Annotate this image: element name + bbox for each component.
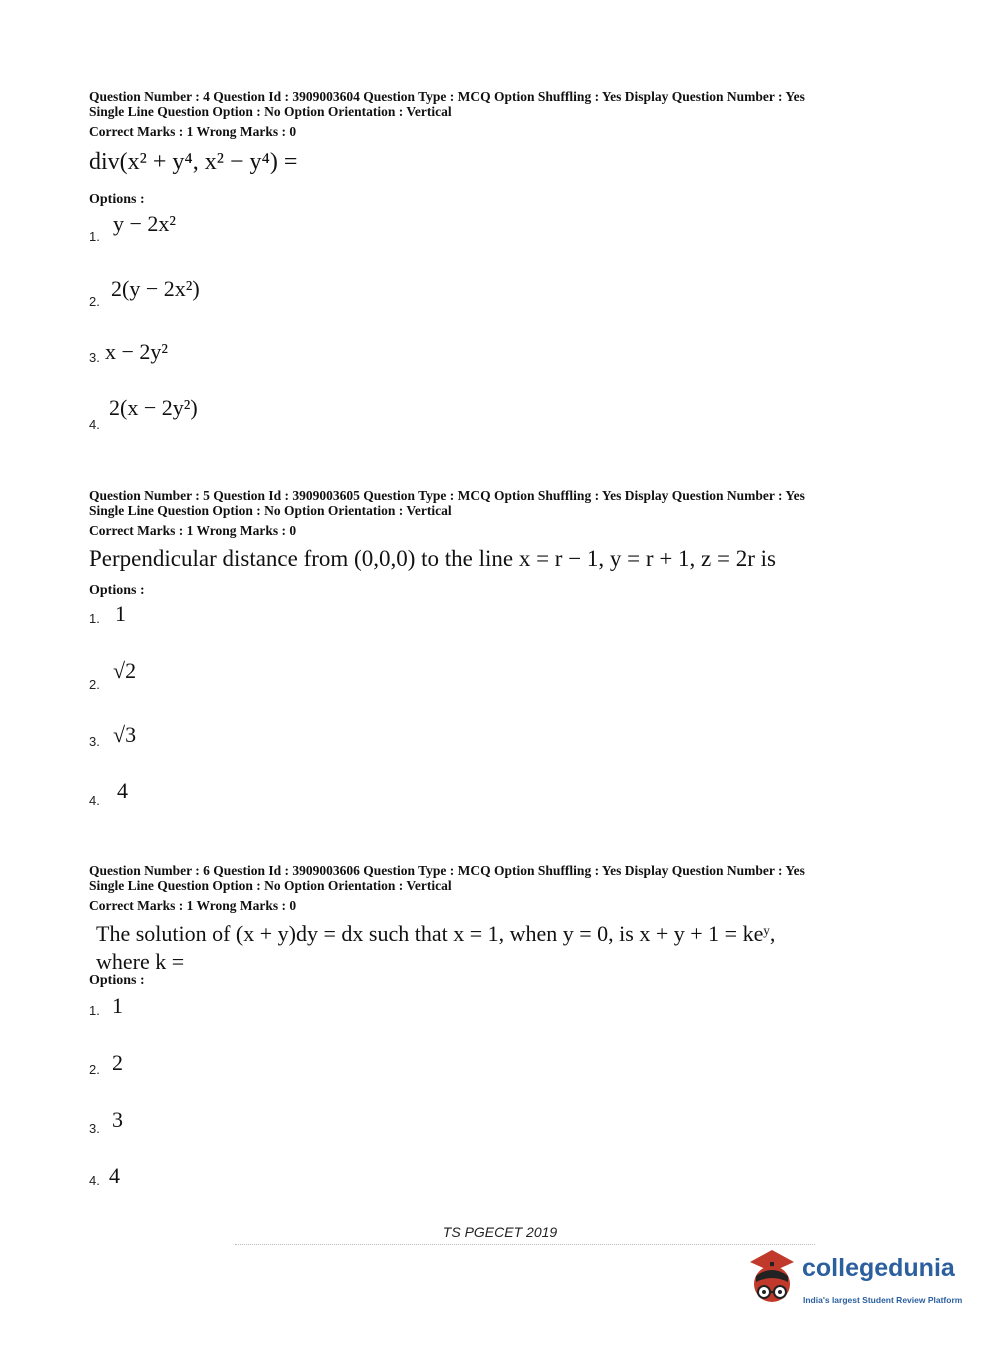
options-label: Options : [89,192,145,207]
option-number: 2. [89,1062,100,1077]
logo-tagline: India's largest Student Review Platform [803,1295,963,1305]
option-value: √3 [113,722,137,747]
question-header-line2: Single Line Question Option : No Option Orientation : Vertical [89,878,452,893]
option-value: 4 [109,1163,120,1188]
question-header-line1: Question Number : 6 Question Id : 3909003606 Question Type : MCQ Option Shuffling : Yes Display Question Number : Yes [89,863,805,878]
footer-divider [235,1244,815,1245]
question-header-line2: Single Line Question Option : No Option Orientation : Vertical [89,104,452,119]
footer-exam-name: TS PGECET 2019 [442,1224,558,1240]
marks-line: Correct Marks : 1 Wrong Marks : 0 [89,898,297,913]
option-number: 1. [89,229,100,244]
question-text: Perpendicular distance from (0,0,0) to the line x = r − 1, y = r + 1, z = 2r is [89,546,776,571]
option-number: 3. [89,350,100,365]
question-header-line1: Question Number : 5 Question Id : 3909003605 Question Type : MCQ Option Shuffling : Yes Display Question Number : Yes [89,488,805,503]
options-label: Options : [89,973,145,988]
option-number: 3. [89,734,100,749]
option-value: 1 [115,601,126,626]
option-value: 3 [112,1107,123,1132]
option-number: 4. [89,793,100,808]
question-text: div(x² + y⁴, x² − y⁴) = [89,149,298,175]
option-value: √2 [113,658,137,683]
option-value: 2(y − 2x²) [111,276,200,301]
question-header-line2: Single Line Question Option : No Option Orientation : Vertical [89,503,452,518]
option-value: 4 [117,778,128,803]
question-5 [89,488,889,808]
question-4 [89,89,889,432]
options-label: Options : [89,583,145,598]
logo-wordmark: collegedunia [802,1254,955,1282]
option-number: 2. [89,677,100,692]
marks-line: Correct Marks : 1 Wrong Marks : 0 [89,124,297,139]
option-value: y − 2x² [113,211,177,236]
option-number: 3. [89,1121,100,1136]
option-number: 2. [89,294,100,309]
option-number: 4. [89,417,100,432]
option-value: 2(x − 2y²) [109,395,198,420]
question-6 [89,863,889,1188]
question-text-line1: The solution of (x + y)dy = dx such that x = 1, when y = 0, is x + y + 1 = keʸ, [96,921,776,946]
option-number: 1. [89,1003,100,1018]
mascot-icon [742,1248,802,1312]
option-value: 1 [112,993,123,1018]
collegedunia-logo [742,1248,972,1312]
question-header-line1: Question Number : 4 Question Id : 3909003604 Question Type : MCQ Option Shuffling : Yes Display Question Number : Yes [89,89,805,104]
question-text-line2: where k = [96,949,185,974]
option-value: 2 [112,1050,123,1075]
option-number: 4. [89,1173,100,1188]
option-number: 1. [89,611,100,626]
option-value: x − 2y² [105,339,169,364]
marks-line: Correct Marks : 1 Wrong Marks : 0 [89,523,297,538]
